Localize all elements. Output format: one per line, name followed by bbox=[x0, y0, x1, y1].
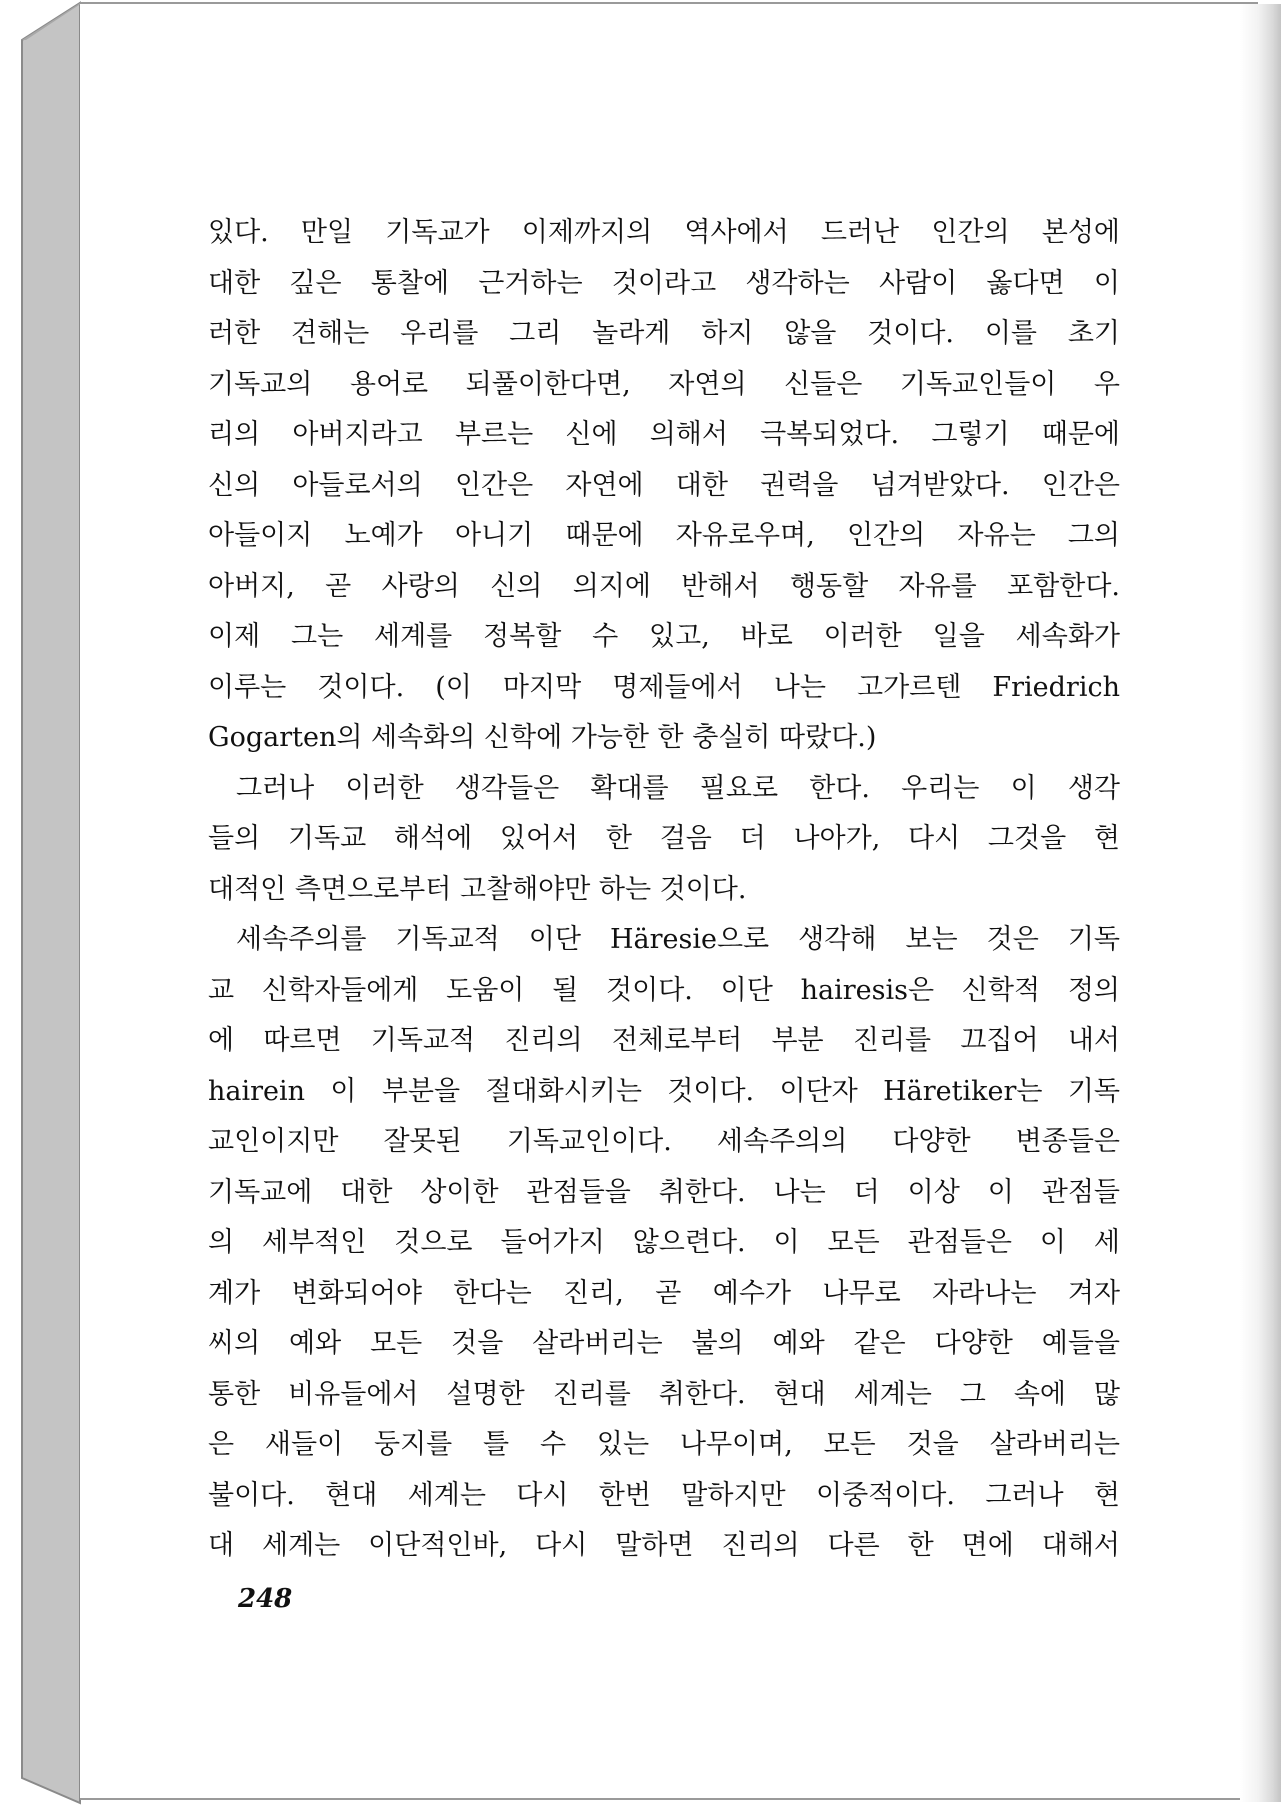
text-line: 대 세계는 이단적인바, 다시 말하면 진리의 다른 한 면에 대해서 bbox=[208, 1530, 1120, 1561]
text-line: 아버지, 곧 사랑의 신의 의지에 반해서 행동할 자유를 포함한다. bbox=[208, 570, 1120, 602]
text-line: 의 세부적인 것으로 들어가지 않으련다. 이 모든 관점들은 이 세 bbox=[208, 1227, 1120, 1258]
text-line: 기독교에 대한 상이한 관점들을 취한다. 나는 더 이상 이 관점들 bbox=[208, 1176, 1120, 1208]
text-line: 교인이지만 잘못된 기독교인이다. 세속주의의 다양한 변종들은 bbox=[208, 1126, 1120, 1157]
text-line: 들의 기독교 해석에 있어서 한 걸음 더 나아가, 다시 그것을 현 bbox=[208, 823, 1120, 854]
text-line: 에 따르면 기독교적 진리의 전체로부터 부분 진리를 끄집어 내서 bbox=[208, 1025, 1120, 1056]
text-line: 신의 아들로서의 인간은 자연에 대한 권력을 넘겨받았다. 인간은 bbox=[208, 469, 1120, 501]
text-line: 교 신학자들에게 도움이 될 것이다. 이단 hairesis은 신학적 정의 bbox=[208, 974, 1120, 1006]
text-line: 기독교의 용어로 되풀이한다면, 자연의 신들은 기독교인들이 우 bbox=[208, 368, 1120, 400]
text-line: 아들이지 노예가 아니기 때문에 자유로우며, 인간의 자유는 그의 bbox=[208, 520, 1120, 551]
text-line: 이제 그는 세계를 정복할 수 있고, 바로 이러한 일을 세속화가 bbox=[208, 621, 1120, 652]
body-text bbox=[208, 208, 1120, 1572]
text-line: 통한 비유들에서 설명한 진리를 취한다. 현대 세계는 그 속에 많 bbox=[208, 1378, 1120, 1410]
text-line: 불이다. 현대 세계는 다시 한번 말하지만 이중적이다. 그러나 현 bbox=[208, 1479, 1120, 1511]
text-line: 이루는 것이다. (이 마지막 명제들에서 나는 고가르텐 Friedrich bbox=[208, 671, 1120, 703]
text-line: 세속주의를 기독교적 이단 Häresie으로 생각해 보는 것은 기독 bbox=[236, 924, 1120, 955]
text-line: 은 새들이 둥지를 틀 수 있는 나무이며, 모든 것을 살라버리는 bbox=[208, 1429, 1120, 1460]
text-line: 러한 견해는 우리를 그리 놀라게 하지 않을 것이다. 이를 초기 bbox=[208, 318, 1120, 349]
text-line: Gogarten의 세속화의 신학에 가능한 한 충실히 따랐다.) bbox=[208, 722, 877, 753]
text-line: 있다. 만일 기독교가 이제까지의 역사에서 드러난 인간의 본성에 bbox=[208, 217, 1120, 248]
text-line: 그러나 이러한 생각들은 확대를 필요로 한다. 우리는 이 생각 bbox=[236, 772, 1120, 804]
text-line: hairein 이 부분을 절대화시키는 것이다. 이단자 Häretiker는 기독 bbox=[208, 1075, 1120, 1107]
text-line: 리의 아버지라고 부르는 신에 의해서 극복되었다. 그렇기 때문에 bbox=[208, 419, 1120, 450]
page-edge-shadow bbox=[1240, 4, 1281, 1802]
text-line: 대적인 측면으로부터 고찰해야만 하는 것이다. bbox=[208, 873, 747, 905]
text-line: 계가 변화되어야 한다는 진리, 곧 예수가 나무로 자라나는 겨자 bbox=[208, 1277, 1120, 1309]
text-line: 씨의 예와 모든 것을 살라버리는 불의 예와 같은 다양한 예들을 bbox=[208, 1328, 1120, 1359]
page-number: 248 bbox=[238, 1584, 293, 1614]
text-line: 대한 깊은 통찰에 근거하는 것이라고 생각하는 사람이 옳다면 이 bbox=[208, 267, 1120, 299]
